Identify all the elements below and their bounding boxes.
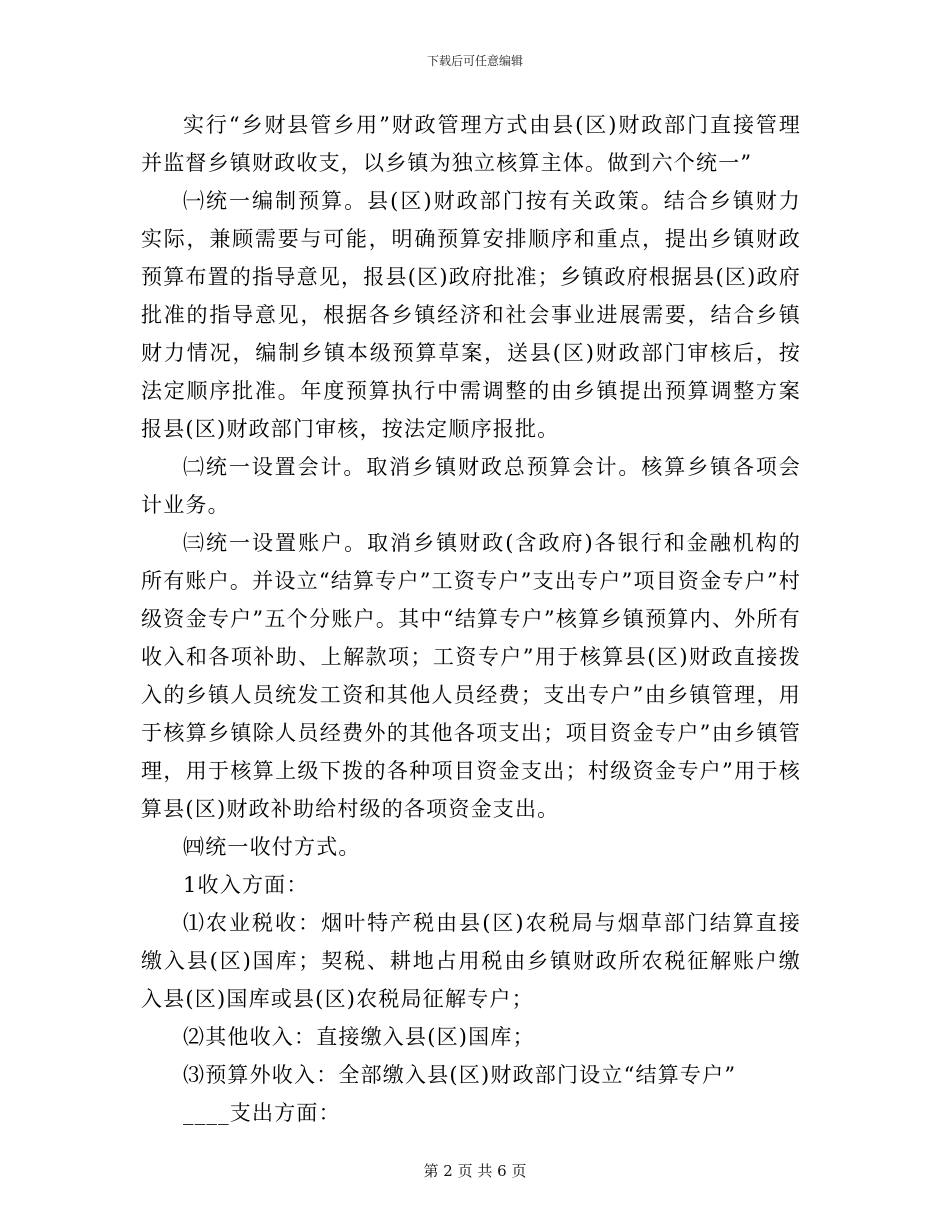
paragraph-unified-payment: ㈣统一收付方式。 [183,835,361,859]
paragraph-extra-budget-income: ⑶预算外收入：全部缴入县(区)财政部门设立“结算专户” [183,1063,737,1087]
paragraph-agricultural-tax: ⑴农业税收：烟叶特产税由县(区)农税局与烟草部门结算直接缴入县(区)国库；契税、耕地占用税由乡镇财政所农税征解账户缴入县(区)国库或县(区)农税局征解专户； [141,911,801,1011]
page-number: 第 2 页 共 6 页 [423,1162,527,1180]
page-header: 下载后可任意编辑 [426,54,523,68]
paragraph-income-heading: 1收入方面： [183,873,309,897]
paragraph-expenditure-heading: ____支出方面： [183,1101,341,1125]
paragraph-intro: 实行“乡财县管乡用”财政管理方式由县(区)财政部门直接管理并监督乡镇财政收支，以乡镇为独立核算主体。做到六个统一” [141,113,801,175]
paragraph-unified-accounting: ㈡统一设置会计。取消乡镇财政总预算会计。核算乡镇各项会计业务。 [141,455,801,517]
paragraph-unified-budget: ㈠统一编制预算。县(区)财政部门按有关政策。结合乡镇财力实际，兼顾需要与可能，明确预算安排顺序和重点，提出乡镇财政预算布置的指导意见，报县(区)政府批准；乡镇政府根据县(区)政府批准的指导意见，根据各乡镇经济和社会事业进展需要，结合乡镇财力情况，编制乡镇本级预算草案，送县(区)财政部门审核后，按法定顺序批准。年度预算执行中需调整的由乡镇提出预算调整方案报县(区)财政部门审核，按法定顺序报批。 [141,189,801,441]
paragraph-other-income: ⑵其他收入：直接缴入县(区)国库； [183,1025,535,1049]
document-body [141,106,801,1132]
paragraph-unified-accounts: ㈢统一设置账户。取消乡镇财政(含政府)各银行和金融机构的所有账户。并设立“结算专户”工资专户”支出专户”项目资金专户”村级资金专户”五个分账户。其中“结算专户”核算乡镇预算内、外所有收入和各项补助、上解款项；工资专户”用于核算县(区)财政直接拨入的乡镇人员统发工资和其他人员经费；支出专户”由乡镇管理，用于核算乡镇除人员经费外的其他各项支出；项目资金专户”由乡镇管理，用于核算上级下拨的各种项目资金支出；村级资金专户”用于核算县(区)财政补助给村级的各项资金支出。 [141,531,801,821]
